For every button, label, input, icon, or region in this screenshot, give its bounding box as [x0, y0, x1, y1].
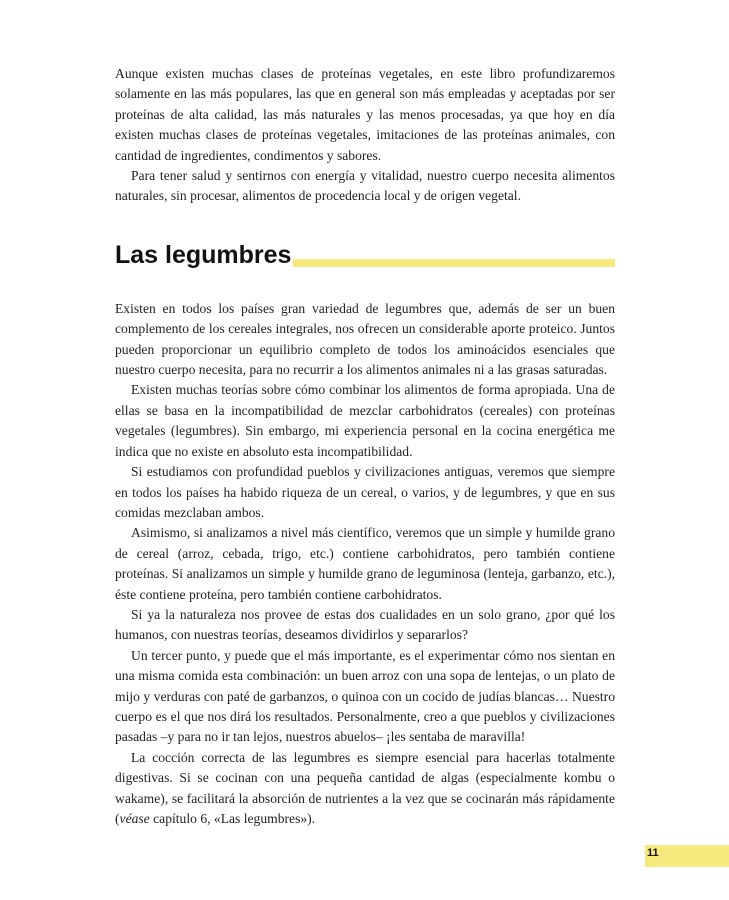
section-paragraph-7: [115, 748, 615, 830]
intro-paragraph-1: Aunque existen muchas clases de proteínas vegetales, en este libro profundizaremos solamente en las más populares, las que en general son más empleadas y aceptadas por ser proteínas de alta calidad, las más naturales y las menos procesadas, ya que hoy en día existen muchas clases de proteínas vegetales, imitaciones de las proteínas animales, con cantidad de ingredientes, condimentos y sabores.: [115, 66, 615, 163]
section-paragraph-5: Si ya la naturaleza nos provee de estas dos cualidades en un solo grano, ¿por qué los humanos, con nuestras teorías, deseamos dividirlos y separarlos?: [115, 606, 615, 643]
last-paragraph-text-after: capítulo 6, «Las legumbres»).: [149, 811, 316, 826]
section-paragraph-1: Existen en todos los países gran variedad de legumbres que, además de ser un buen complemento de los cereales integrales, nos ofrecen un considerable aporte proteico. Juntos pueden proporcionar un equilibrio completo de todos los aminoácidos esenciales que nuestro cuerpo necesita, para no recurrir a los alimentos animales ni a las grasas saturadas.: [115, 300, 615, 378]
section-paragraph-2: Existen muchas teorías sobre cómo combinar los alimentos de forma apropiada. Una de ellas se basa en la incompatibilidad de mezclar carbohidratos (cereales) con proteínas vegetales (legumbres). Sin embargo, mi experiencia personal en la cocina energética me indica que no existe en absoluto esta incompatibilidad.: [115, 382, 615, 459]
section-paragraph-6: Un tercer punto, y puede que el más importante, es el experimentar cómo nos sientan en una misma comida esta combinación: un buen arroz con una sopa de lentejas, o un plato de mijo y verduras con paté de garbanzos, o quinoa con un cocido de judías blancas… Nuestro cuerpo es el que nos dirá los resultados. Personalmente, creo a que pueblos y civilizaciones pasadas –y para no ir tan lejos, nuestros abuelos– ¡les sentaba de maravilla!: [115, 647, 615, 745]
heading-underline-bar: [293, 259, 615, 267]
intro-paragraph-2: Para tener salud y sentirnos con energía y vitalidad, nuestro cuerpo necesita alimentos naturales, sin procesar, alimentos de procedencia local y de origen vegetal.: [115, 168, 615, 204]
section-paragraph-4: Asimismo, si analizamos a nivel más científico, veremos que un simple y humilde grano de cereal (arroz, cebada, trigo, etc.) contiene carbohidratos, pero también contiene proteínas. Si analizamos un simple y humilde grano de leguminosa (lenteja, garbanzo, etc.), éste contiene proteína, pero también contiene carbohidratos.: [115, 525, 615, 602]
page-number: 11: [647, 847, 659, 859]
last-paragraph-text-before: La cocción correcta de las legumbres es siempre esencial para hacerlas totalmente digestivas. Si se cocinan con una pequeña cantidad de algas (especialmente kombu o wakame), se facilitará la absorción de nutrientes a la vez que se cocinarán más rápidamente (: [115, 749, 615, 826]
last-paragraph-emphasis: véase: [119, 811, 150, 826]
section-paragraph-3: Si estudiamos con profundidad pueblos y civilizaciones antiguas, veremos que siempre en todos los países ha habido riqueza de un cereal, o varios, y de legumbres, y que en sus comidas mezclaban ambos.: [115, 464, 615, 520]
page-content: [115, 64, 615, 829]
section-title: Las legumbres: [115, 240, 292, 269]
section-heading-row: [115, 241, 615, 269]
